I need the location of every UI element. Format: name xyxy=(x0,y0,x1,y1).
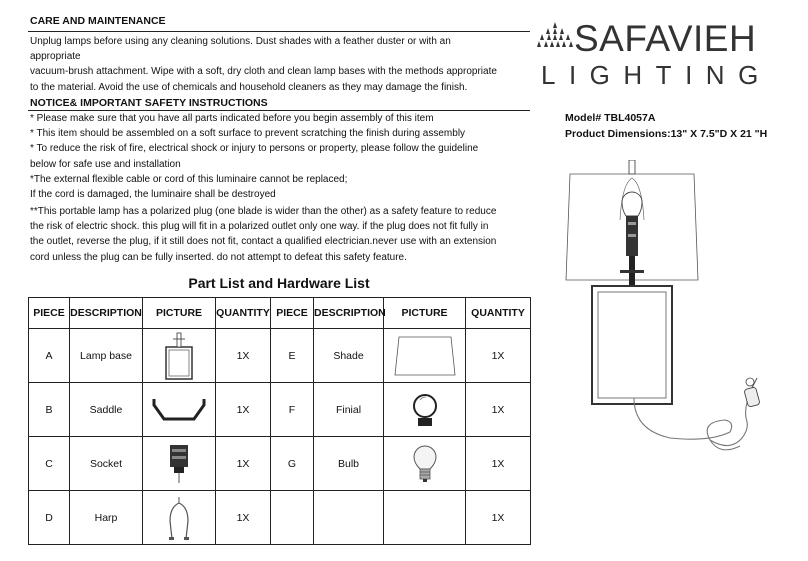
care-title: CARE AND MAINTENANCE xyxy=(30,15,166,27)
safety-paragraph xyxy=(30,111,478,202)
piece-cell: C xyxy=(29,437,70,491)
col-header-description: DESCRIPTION xyxy=(70,298,143,329)
chandelier-logo-icon xyxy=(536,20,574,60)
quantity-cell: 1X xyxy=(466,491,531,545)
safety-title: NOTICE& IMPORTANT SAFETY INSTRUCTIONS xyxy=(30,97,268,109)
picture-cell xyxy=(143,437,216,491)
product-dimensions: Product Dimensions:13" X 7.5"D X 21 "H xyxy=(565,128,768,140)
lamp-base-icon xyxy=(159,331,199,381)
table-row xyxy=(29,437,531,491)
description-cell: Socket xyxy=(70,437,143,491)
col-header-description: DESCRIPTION xyxy=(314,298,384,329)
picture-cell xyxy=(384,329,466,383)
harp-icon xyxy=(164,495,194,541)
socket-icon xyxy=(164,441,194,487)
brand-name: SAFAVIEH xyxy=(574,18,757,59)
quantity-cell: 1X xyxy=(216,329,271,383)
care-line: Unplug lamps before using any cleaning solutions. Dust shades with a feather duster or with an xyxy=(30,36,451,47)
plug-paragraph xyxy=(30,204,496,265)
description-cell: Finial xyxy=(314,383,384,437)
finial-icon xyxy=(410,390,440,430)
quantity-cell: 1X xyxy=(466,383,531,437)
plug-line: cord unless the plug can be fully inserted. do not attempt to defeat this safety feature. xyxy=(30,251,407,263)
care-divider xyxy=(28,31,530,32)
quantity-cell: 1X xyxy=(466,437,531,491)
safety-line: * To reduce the risk of fire, electrical shock or injury to persons or property, please follow the guideline xyxy=(30,143,479,155)
safety-line: * Please make sure that you have all parts indicated before you begin assembly of this item xyxy=(30,113,434,124)
lamp-illustration xyxy=(560,160,775,460)
description-cell: Shade xyxy=(314,329,384,383)
quantity-cell: 1X xyxy=(216,383,271,437)
quantity-cell: 1X xyxy=(216,437,271,491)
safety-line: *The external flexible cable or cord of this luminaire cannot be replaced; xyxy=(30,173,348,185)
quantity-cell: 1X xyxy=(466,329,531,383)
lamp-base-shape xyxy=(592,286,672,404)
picture-cell xyxy=(384,491,466,545)
description-cell: Bulb xyxy=(314,437,384,491)
table-header-row xyxy=(29,298,531,329)
model-number: Model# TBL4057A xyxy=(565,112,656,124)
parts-title: Part List and Hardware List xyxy=(188,275,370,291)
piece-cell: E xyxy=(271,329,314,383)
lamp-bulb-shape xyxy=(622,192,642,216)
care-line: to the material. Avoid the use of chemicals and household cleaners as they may damage the finish. xyxy=(30,81,468,93)
lamp-cord-shape xyxy=(634,392,752,446)
piece-cell: B xyxy=(29,383,70,437)
saddle-icon xyxy=(150,395,208,425)
piece-cell: A xyxy=(29,329,70,383)
description-cell: Lamp base xyxy=(70,329,143,383)
safety-line: * This item should be assembled on a soft surface to prevent scratching the finish during assembly xyxy=(30,128,466,140)
parts-table xyxy=(28,297,531,545)
lamp-finial-shape xyxy=(629,160,635,174)
description-cell: Saddle xyxy=(70,383,143,437)
col-header-picture: PICTURE xyxy=(143,298,216,329)
brand-sub: LIGHTING xyxy=(541,60,772,90)
quantity-cell: 1X xyxy=(216,491,271,545)
safety-line: If the cord is damaged, the luminaire shall be destroyed xyxy=(30,189,276,201)
piece-cell: D xyxy=(29,491,70,545)
shade-icon xyxy=(391,333,459,379)
picture-cell xyxy=(143,383,216,437)
description-cell: Harp xyxy=(70,491,143,545)
plug-line: the outlet, reverse the plug, if it still does not fit, contact a qualified electrician.never use with an extension xyxy=(30,236,497,248)
picture-cell xyxy=(384,383,466,437)
picture-cell xyxy=(143,329,216,383)
picture-cell xyxy=(143,491,216,545)
piece-cell: G xyxy=(271,437,314,491)
table-row xyxy=(29,329,531,383)
table-row xyxy=(29,491,531,545)
piece-cell xyxy=(271,491,314,545)
piece-cell: F xyxy=(271,383,314,437)
plug-line: **This portable lamp has a polarized plug (one blade is wider than the other) as a safety feature to reduce xyxy=(30,206,497,217)
col-header-piece: PIECE xyxy=(271,298,314,329)
plug-line: the risk of electric shock. this plug will fit in a polarized outlet only one way. if the plug does not fit fully in xyxy=(30,221,489,233)
table-row xyxy=(29,383,531,437)
col-header-quantity: QUANTITY xyxy=(466,298,531,329)
care-line: appropriate xyxy=(30,51,81,63)
col-header-piece: PIECE xyxy=(29,298,70,329)
bulb-icon xyxy=(410,443,440,485)
picture-cell xyxy=(384,437,466,491)
description-cell xyxy=(314,491,384,545)
care-paragraph xyxy=(30,34,497,95)
col-header-picture: PICTURE xyxy=(384,298,466,329)
safety-line: below for safe use and installation xyxy=(30,158,181,170)
care-line: vacuum-brush attachment. Wipe with a soft, dry cloth and clean lamp bases with the methods appropriate xyxy=(30,66,497,78)
col-header-quantity: QUANTITY xyxy=(216,298,271,329)
